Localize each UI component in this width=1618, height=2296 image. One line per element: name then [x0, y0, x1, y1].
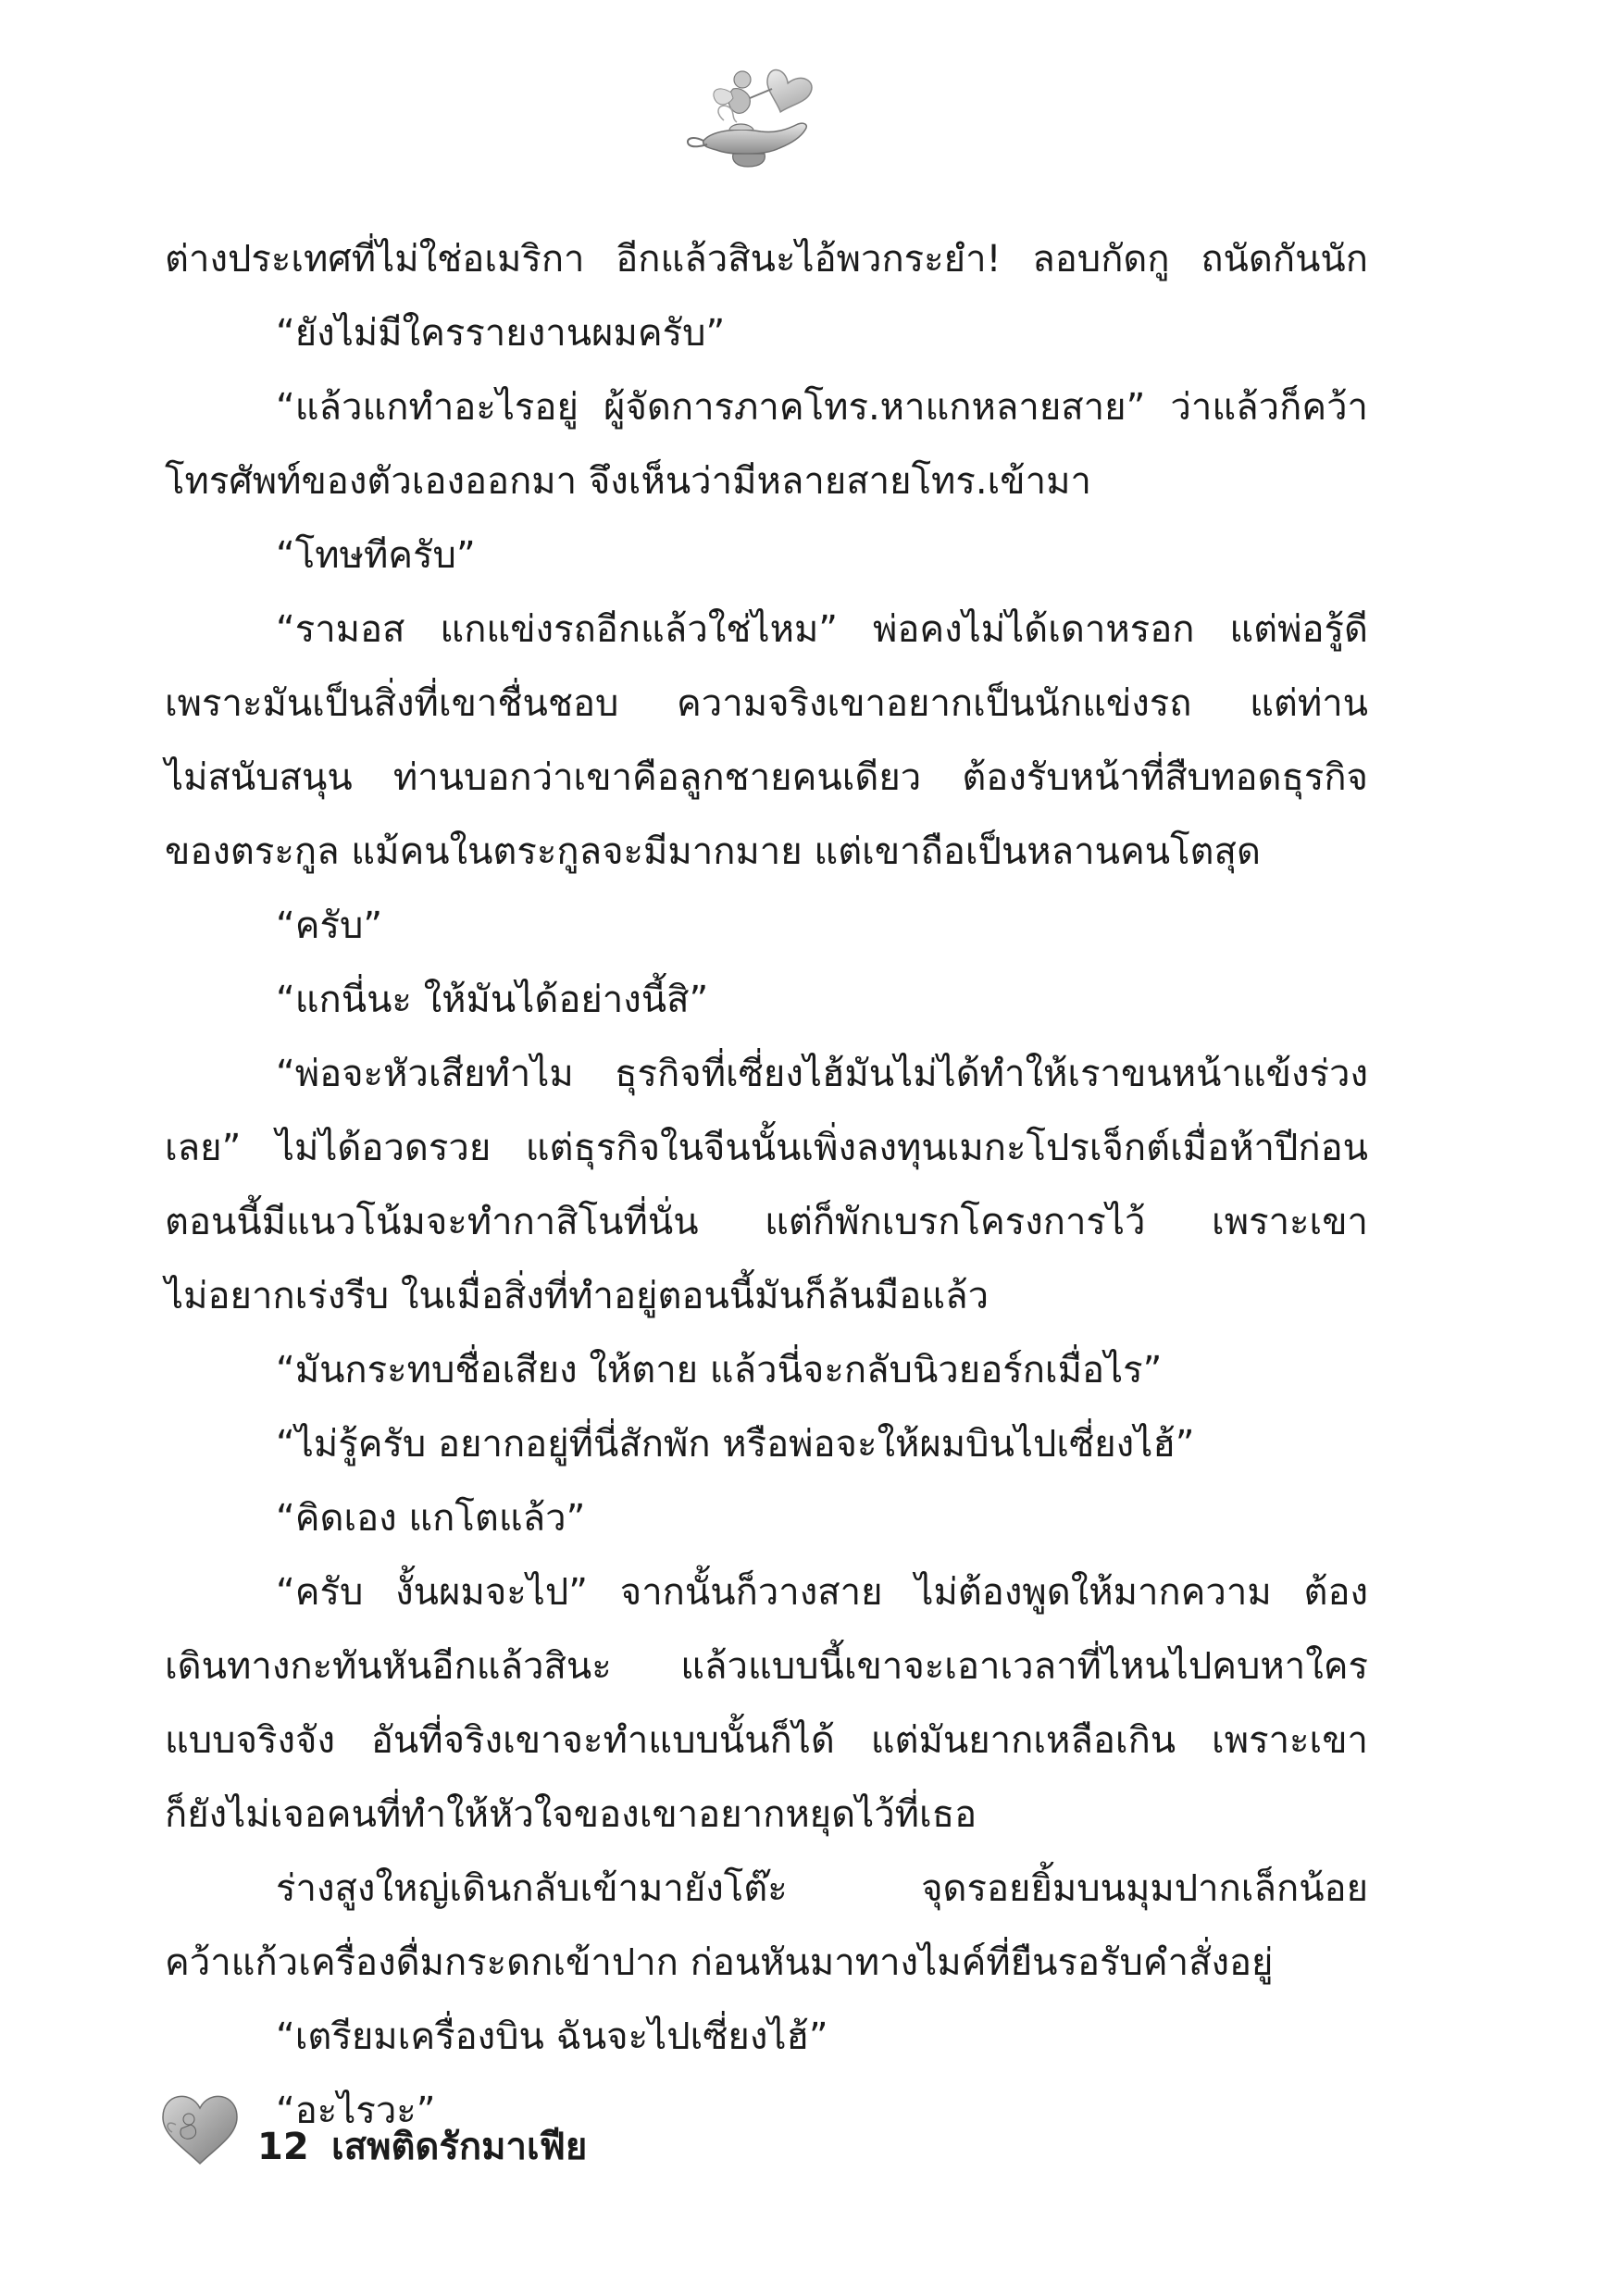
text-line: ก็ยังไม่เจอคนที่ทำให้หัวใจของเขาอยากหยุดไว้ที่เธอ	[165, 1793, 977, 1836]
text-line: ของตระกูล แม้คนในตระกูลจะมีมากมาย แต่เขาถือเป็นหลานคนโตสุด	[165, 830, 1261, 873]
text-line: “ครับ”	[276, 905, 383, 947]
text-line: “อะไรวะ”	[276, 2090, 436, 2132]
text-line: “มันกระทบชื่อเสียง ให้ตาย แล้วนี่จะกลับนิวยอร์กเมื่อไร”	[276, 1349, 1163, 1391]
text-line: แบบจริงจัง อันที่จริงเขาจะทำแบบนั้นก็ได้ แต่มันยากเหลือเกิน เพราะเขา	[165, 1719, 1368, 1762]
text-line: “คิดเอง แกโตแล้ว”	[276, 1497, 586, 1540]
text-line: “แล้วแกทำอะไรอยู่ ผู้จัดการภาคโทร.หาแกหลายสาย” ว่าแล้วก็คว้า	[276, 386, 1368, 429]
cupid-lamp-icon	[676, 56, 833, 176]
text-line: เลย” ไม่ได้อวดรวย แต่ธุรกิจในจีนนั้นเพิ่งลงทุนเมกะโปรเจ็กต์เมื่อห้าปีก่อน	[165, 1127, 1368, 1169]
text-line: เพราะมันเป็นสิ่งที่เขาชื่นชอบ ความจริงเขาอยากเป็นนักแข่งรถ แต่ท่าน	[165, 682, 1368, 725]
text-line: “โทษทีครับ”	[276, 534, 476, 577]
page-footer	[157, 2088, 990, 2190]
text-line: ร่างสูงใหญ่เดินกลับเข้ามายังโต๊ะ จุดรอยยิ้มบนมุมปากเล็กน้อย	[276, 1867, 1368, 1910]
text-line: เดินทางกะทันหันอีกแล้วสินะ แล้วแบบนี้เขาจะเอาเวลาที่ไหนไปคบหาใคร	[165, 1645, 1368, 1688]
text-line: ต่างประเทศที่ไม่ใช่อเมริกา อีกแล้วสินะไอ้พวกระยำ! ลอบกัดกู ถนัดกันนัก	[165, 238, 1368, 281]
text-line: “ยังไม่มีใครรายงานผมครับ”	[276, 312, 726, 355]
text-line: “พ่อจะหัวเสียทำไม ธุรกิจที่เซี่ยงไฮ้มันไม่ได้ทำให้เราขนหน้าแข้งร่วง	[276, 1053, 1368, 1095]
text-line: “แกนี่นะ ให้มันได้อย่างนี้สิ”	[276, 979, 709, 1021]
text-line: “รามอส แกแข่งรถอีกแล้วใช่ไหม” พ่อคงไม่ได้เดาหรอก แต่พ่อรู้ดี	[276, 608, 1368, 651]
text-line: ไม่อยากเร่งรีบ ในเมื่อสิ่งที่ทำอยู่ตอนนี้มันก็ล้นมือแล้ว	[165, 1275, 989, 1317]
page-number: 12	[257, 2126, 309, 2168]
text-line: “เตรียมเครื่องบิน ฉันจะไปเซี่ยงไฮ้”	[276, 2015, 828, 2058]
heart-cupid-icon	[157, 2088, 243, 2167]
body-text	[165, 222, 1368, 2148]
text-line: “ครับ งั้นผมจะไป” จากนั้นก็วางสาย ไม่ต้องพูดให้มากความ ต้อง	[276, 1571, 1368, 1614]
text-line: “ไม่รู้ครับ อยากอยู่ที่นี่สักพัก หรือพ่อจะให้ผมบินไปเซี่ยงไฮ้”	[276, 1423, 1195, 1466]
text-line: ไม่สนับสนุน ท่านบอกว่าเขาคือลูกชายคนเดียว ต้องรับหน้าที่สืบทอดธุรกิจ	[165, 756, 1368, 799]
text-line: ตอนนี้มีแนวโน้มจะทำกาสิโนที่นั่น แต่ก็พักเบรกโครงการไว้ เพราะเขา	[165, 1201, 1368, 1243]
book-title: เสพติดรักมาเฟีย	[331, 2126, 588, 2168]
text-line: คว้าแก้วเครื่องดื่มกระดกเข้าปาก ก่อนหันมาทางไมค์ที่ยืนรอรับคำสั่งอยู่	[165, 1941, 1274, 1984]
text-line: โทรศัพท์ของตัวเองออกมา จึงเห็นว่ามีหลายสายโทร.เข้ามา	[165, 460, 1091, 503]
